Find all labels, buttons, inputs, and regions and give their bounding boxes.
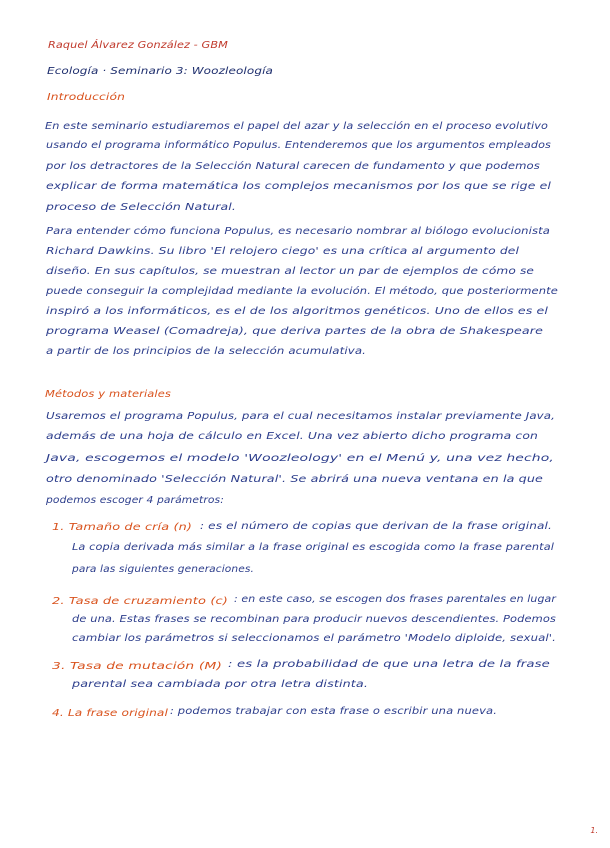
intro-line: puede conseguir la complejidad mediante la evolución. El método, que posteriormente	[46, 286, 558, 297]
intro-line: explicar de forma matemática los complejos mecanismos por los que se rige el	[46, 181, 552, 192]
parameter-text: La copia derivada más similar a la frase original es escogida como la frase parental	[72, 542, 554, 553]
intro-heading: Introducción	[47, 92, 125, 103]
intro-line: usando el programa informático Populus. Entenderemos que los argumentos empleados	[46, 140, 551, 151]
parameter-label: 3. Tasa de mutación (M)	[52, 661, 223, 672]
page-number: 1.	[590, 826, 598, 835]
parameter-text: de una. Estas frases se recombinan para producir nuevos descendientes. Podemos	[72, 614, 557, 625]
parameter-text: : en este caso, se escogen dos frases parentales en lugar	[234, 594, 557, 605]
intro-line: Para entender cómo funciona Populus, es necesario nombrar al biólogo evolucionista	[46, 226, 550, 237]
intro-line: por los detractores de la Selección Natural carecen de fundamento y que podemos	[46, 161, 540, 172]
parameter-label: 2. Tasa de cruzamiento (c)	[52, 596, 228, 607]
subject-line: Ecología · Seminario 3: Woozleología	[47, 66, 274, 77]
methods-line: además de una hoja de cálculo en Excel. Una vez abierto dicho programa con	[46, 431, 539, 442]
methods-line: otro denominado 'Selección Natural'. Se abrirá una nueva ventana en la que	[46, 474, 543, 485]
methods-line: Usaremos el programa Populus, para el cual necesitamos instalar previamente Java,	[46, 411, 556, 422]
intro-line: Richard Dawkins. Su libro 'El relojero ciego' es una crítica al argumento del	[46, 246, 520, 257]
intro-line: diseño. En sus capítulos, se muestran al lector un par de ejemplos de cómo se	[46, 266, 535, 277]
parameter-text: : es la probabilidad de que una letra de la frase	[228, 659, 550, 670]
parameter-label: 1. Tamaño de cría (n)	[52, 522, 192, 533]
intro-line: programa Weasel (Comadreja), que deriva partes de la obra de Shakespeare	[46, 326, 544, 337]
methods-line: podemos escoger 4 parámetros:	[46, 495, 224, 506]
methods-line: Java, escogemos el modelo 'Woozleology' en el Menú y, una vez hecho,	[46, 453, 554, 464]
parameter-text: para las siguientes generaciones.	[72, 564, 254, 575]
intro-line: proceso de Selección Natural.	[46, 202, 237, 213]
parameter-text: cambiar los parámetros si seleccionamos el parámetro 'Modelo diploide, sexual'.	[72, 633, 557, 644]
intro-line: inspiró a los informáticos, es el de los algoritmos genéticos. Uno de ellos es el	[46, 306, 548, 317]
intro-line: a partir de los principios de la selección acumulativa.	[46, 346, 367, 357]
parameter-text: : es el número de copias que derivan de la frase original.	[200, 521, 553, 532]
parameter-text: : podemos trabajar con esta frase o escribir una nueva.	[170, 706, 497, 717]
methods-heading: Métodos y materiales	[45, 389, 171, 400]
intro-line: En este seminario estudiaremos el papel del azar y la selección en el proceso evolutivo	[45, 121, 549, 132]
parameter-text: parental sea cambiada por otra letra distinta.	[72, 679, 369, 690]
parameter-label: 4. La frase original	[52, 708, 169, 719]
author-line: Raquel Álvarez González - GBM	[48, 40, 229, 51]
